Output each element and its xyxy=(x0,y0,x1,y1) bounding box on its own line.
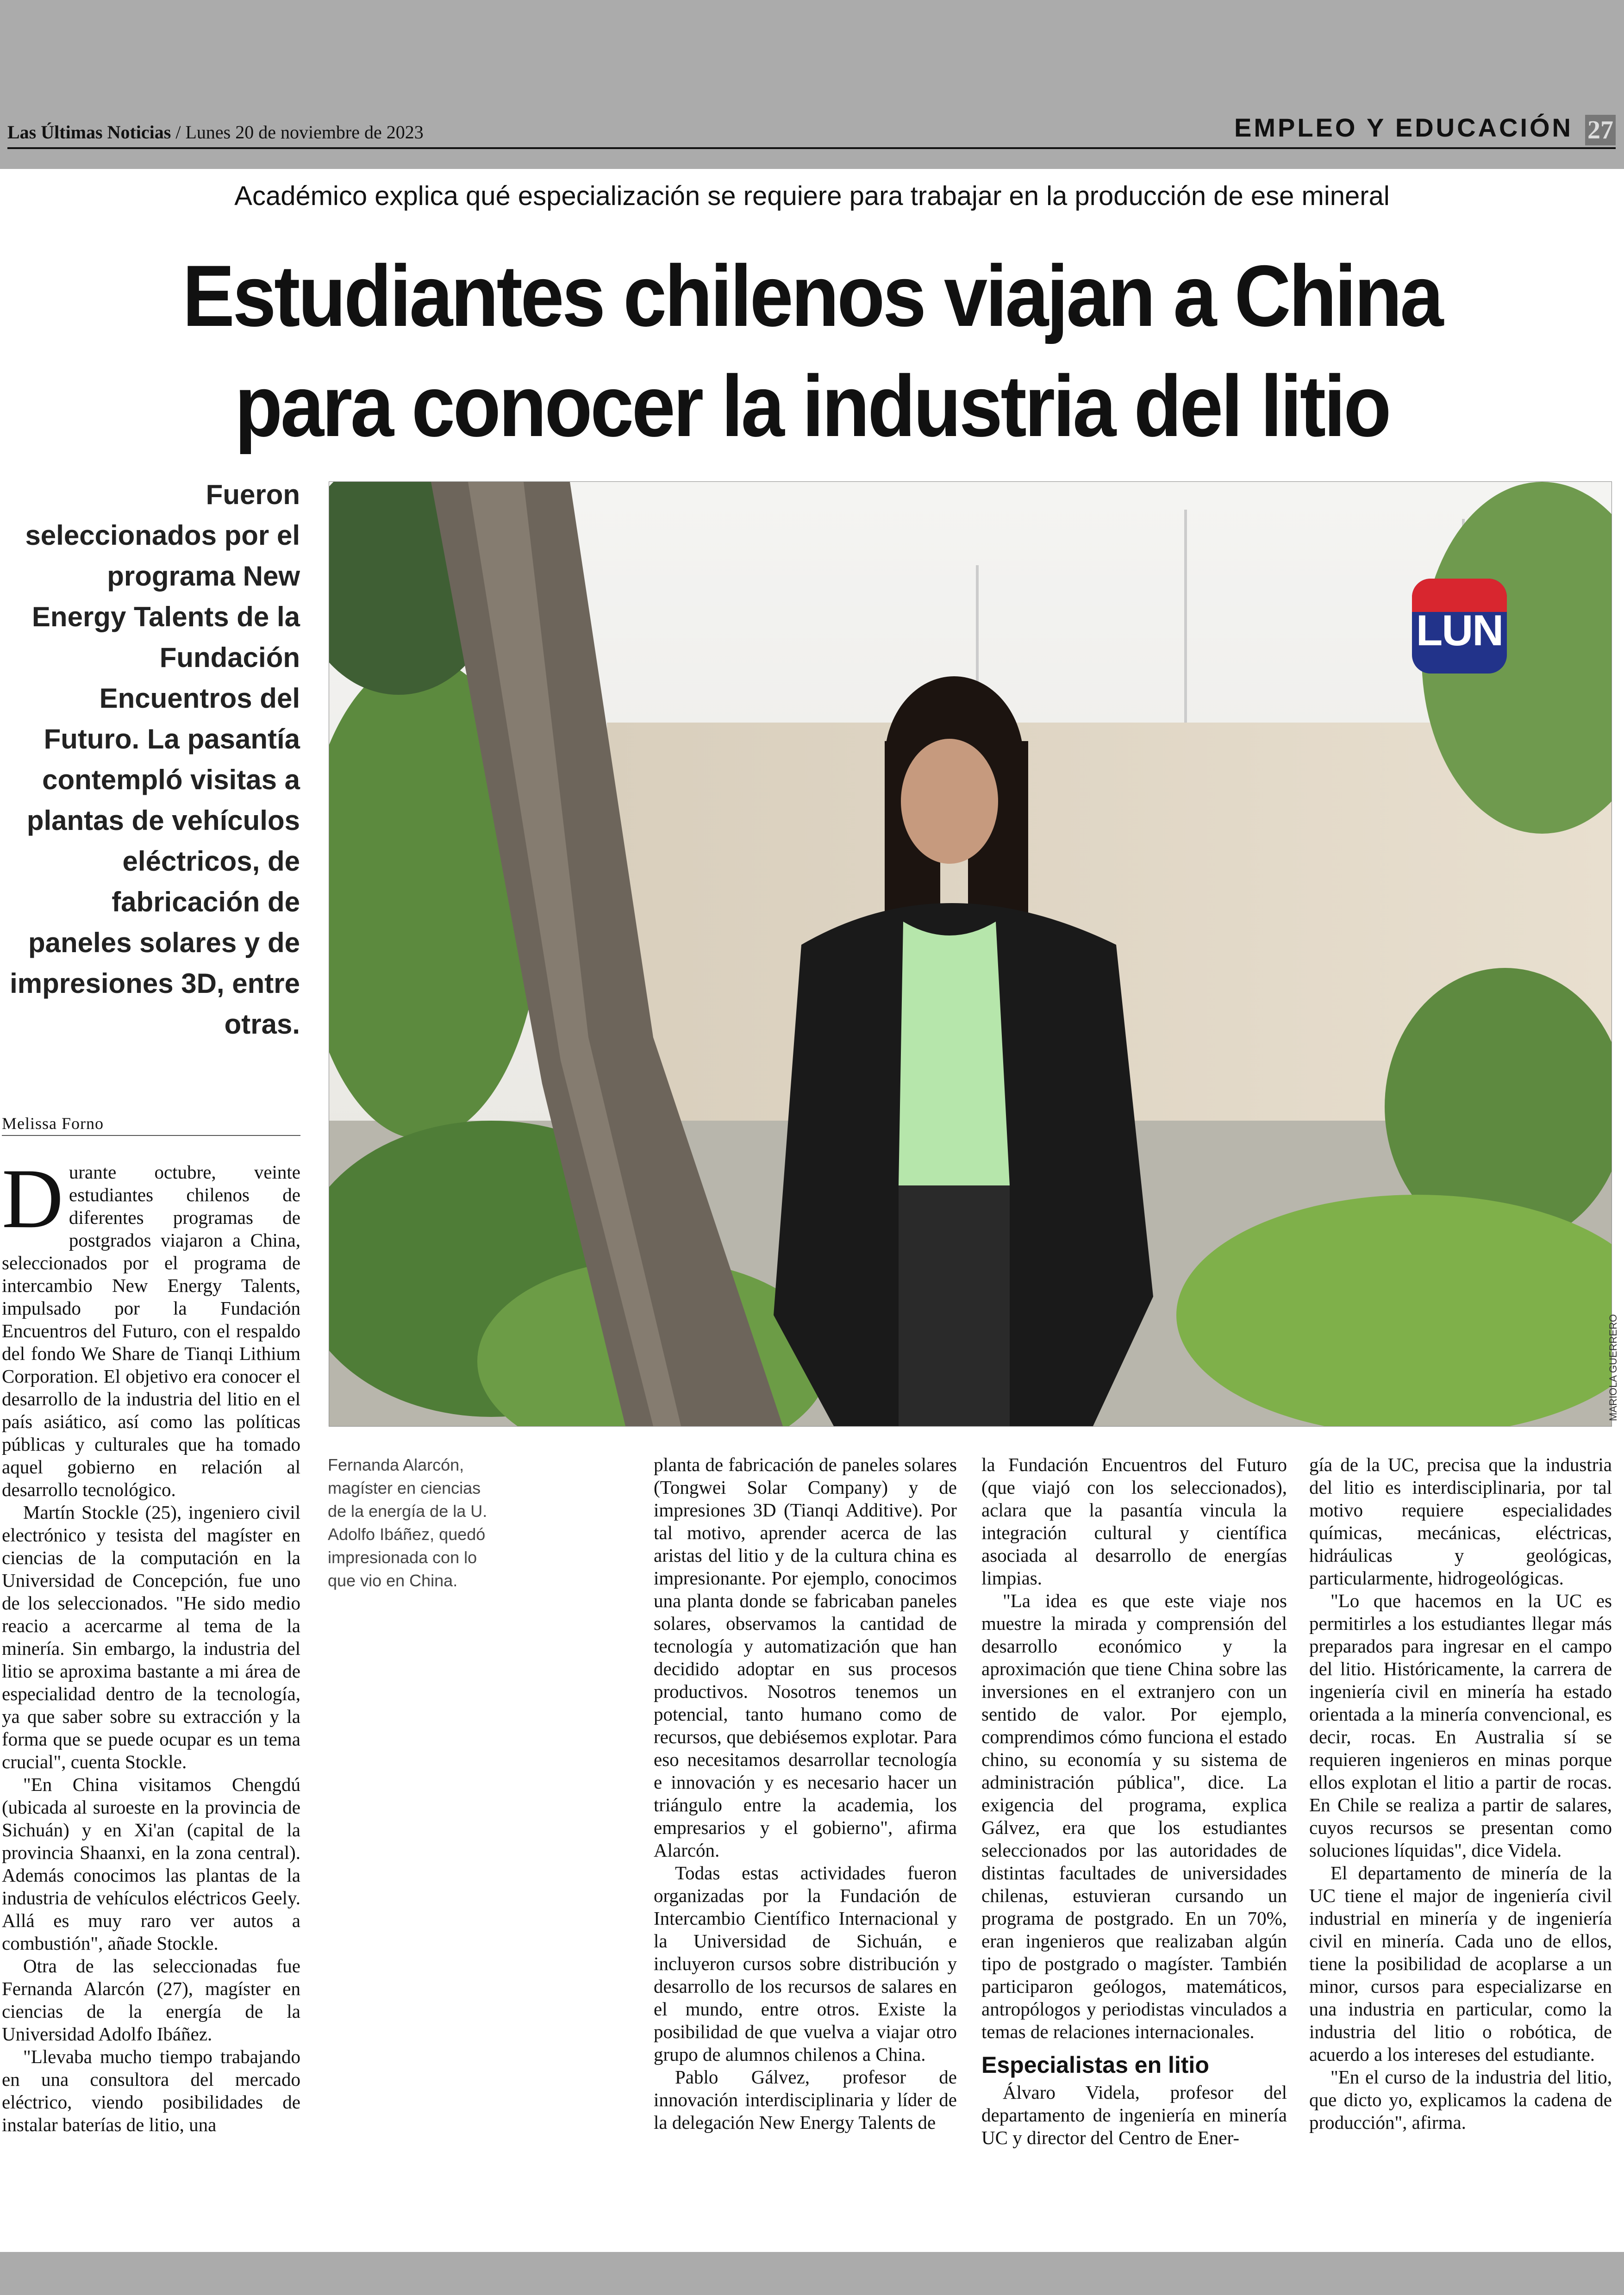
article-column-3 xyxy=(981,1453,1287,2149)
byline: Melissa Forno xyxy=(2,1114,300,1136)
headline xyxy=(81,241,1543,461)
headline-line-1: Estudiantes chilenos viajan a China xyxy=(182,247,1442,344)
subheading: Especialistas en litio xyxy=(981,2052,1209,2078)
bottom-margin xyxy=(0,2252,1624,2295)
article-column-2 xyxy=(654,1453,957,2134)
body-paragraph: Pablo Gálvez, profesor de innovación interdisciplinaria y líder de la delegación New Energy Talents de xyxy=(654,2066,957,2133)
body-paragraph: "Llevaba mucho tiempo trabajando en una consultora del mercado eléctrico, viendo posibilidades de instalar baterías de litio, una xyxy=(2,2046,300,2135)
body-paragraph: "La idea es que este viaje nos muestre la mirada y comprensión del desarrollo económico y la aproximación que tiene China sobre las inversiones en el extranjero con un sentido de valor. Por ejemplo, comprendimos cómo funciona el estado chino, su economía y su sistema de administración pública", dice. La exigencia del programa, explica Gálvez, era que los estudiantes seleccionados por las autoridades de distintas facultades de universidades chilenas, estuvieran cursando un programa de postgrado. En un 70%, eran ingenieros que realizaban algún tipo de postgrado o magíster. También participaron geólogos, matemáticos, antropólogos y periodistas vinculados a temas de relaciones internacionales. xyxy=(981,1590,1287,2042)
body-paragraph: gía de la UC, precisa que la industria del litio es interdisciplinaria, por tal motivo requiere especialidades químicas, mecánicas, eléctricas, hidráulicas y geológicas, particularmente, hidrogeológicas. xyxy=(1309,1454,1612,1589)
section-title: EMPLEO Y EDUCACIÓN xyxy=(1234,113,1573,142)
body-paragraph: "Lo que hacemos en la UC es permitirles a los estudiantes llegar más preparados para ingresar en el campo del litio. Históricamente, la carrera de ingeniería civil en minería ha estado orientada a la minería convencional, es decir, rocas. En Australia sí se requieren ingenieros en minas porque ellos explotan el litio a partir de rocas. En Chile se realiza a partir de salares, cuyos recursos se presentan como soluciones líquidas", dice Videla. xyxy=(1309,1590,1612,1861)
body-paragraph: Otra de las seleccionadas fue Fernanda Alarcón (27), magíster en ciencias de la energía de la Universidad Adolfo Ibáñez. xyxy=(2,1955,300,2045)
body-paragraph: Álvaro Videla, profesor del departamento de ingeniería en minería UC y director del Centro de Ener- xyxy=(981,2082,1287,2148)
body-paragraph: la Fundación Encuentros del Futuro (que viajó con los seleccionados), aclara que la pasantía vincula la integración cultural y científica asociada al desarrollo de energías limpias. xyxy=(981,1454,1287,1589)
issue-date: / Lunes 20 de noviembre de 2023 xyxy=(171,122,424,143)
header-rule xyxy=(7,147,1616,149)
drop-cap: D xyxy=(2,1151,63,1246)
photo-credit: MARIOLA GUERRERO xyxy=(1607,1314,1619,1421)
body-paragraph: "En China visitamos Chengdú (ubicada al suroeste en la provincia de Sichuán) y en Xi'an (capital de la provincia Shaanxi, en la zona central). Además conocimos las plantas de la industria de vehículos eléctricos Geely. Allá es muy raro ver autos a combustión", añade Stockle. xyxy=(2,1774,300,1954)
body-paragraph: Todas estas actividades fueron organizadas por la Fundación de Intercambio Científico Internacional y la Universidad de Sichuán, e incluyeron cursos sobre distribución y desarrollo de los recursos de salares en el mundo, entre otros. Existe la posibilidad de que vuelva a viajar otro grupo de alumnos chilenos a China. xyxy=(654,1862,957,2065)
article-column-4 xyxy=(1309,1453,1612,2134)
body-paragraph: Martín Stockle (25), ingeniero civil electrónico y tesista del magíster en ciencias de la computación en la Universidad de Concepción, fue uno de los seleccionados. "He sido medio reacio a acercarme al tema de la minería. Sin embargo, la industria del litio se aproxima bastante a mi área de especialidad dentro de la tecnología, ya que saber sobre su extracción y la forma que se puede ocupar es un tema crucial", cuenta Stockle. xyxy=(2,1502,300,1772)
photo-caption: Fernanda Alarcón, magíster en ciencias de la energía de la U. Adolfo Ibáñez, quedó impresionada con lo que vio en China. xyxy=(328,1455,487,1590)
body-paragraph: El departamento de minería de la UC tiene el major de ingeniería civil industrial en minería y de ingeniería civil en minería. Cada uno de ellos, tiene la posibilidad de acoplarse a un minor, cursos para especializarse en una industria en particular, como la industria del litio o robótica, de acuerdo a los intereses del estudiante. xyxy=(1309,1862,1612,2065)
article-column-1 xyxy=(2,1151,300,2136)
body-paragraph: planta de fabricación de paneles solares (Tongwei Solar Company) y de impresiones 3D (Tianqi Additive). Por tal motivo, aprender acerca de las aristas del litio y de la cultura china es impresionante. Por ejemplo, conocimos una planta donde se fabricaban paneles solares, observamos la cantidad de tecnología y automatización que han decidido adoptar en sus procesos productivos. Nosotros tenemos un potencial, tanto humano como de recursos, que debiésemos explotar. Para eso necesitamos desarrollar tecnología e innovación y es necesario hacer un triángulo entre la academia, los empresarios y el gobierno", afirma Alarcón. xyxy=(654,1454,957,1861)
masthead xyxy=(7,121,424,143)
kicker: Académico explica qué especialización se requiere para trabajar en la producción de ese mineral xyxy=(234,181,1390,211)
top-margin xyxy=(0,0,1624,169)
lead-paragraph: Fueron seleccionados por el programa New Energy Talents de la Fundación Encuentros del Futuro. La pasantía contempló visitas a plantas de vehículos eléctricos, de fabricación de paneles solares y de impresiones 3D, entre otras. xyxy=(10,479,300,1040)
headline-line-2: para conocer la industria del litio xyxy=(235,357,1389,455)
body-paragraph: urante octubre, veinte estudiantes chilenos de diferentes programas de postgrados viajaron a China, seleccionados por el programa de intercambio New Energy Talents, impulsado por la Fundación Encuentros del Futuro, con el respaldo del fondo We Share de Tianqi Lithium Corporation. El objetivo era conocer el desarrollo de la industria del litio en el país asiático, así como las políticas públicas y culturales que ha tomado aquel gobierno en relación al desarrollo tecnológico. xyxy=(2,1161,300,1500)
body-paragraph: "En el curso de la industria del litio, que dicto yo, explicamos la cadena de producción", afirma. xyxy=(1309,2066,1612,2133)
publication-name: Las Últimas Noticias xyxy=(7,122,171,143)
page-number: 27 xyxy=(1585,115,1616,145)
lun-logo: LUN xyxy=(1412,579,1507,674)
